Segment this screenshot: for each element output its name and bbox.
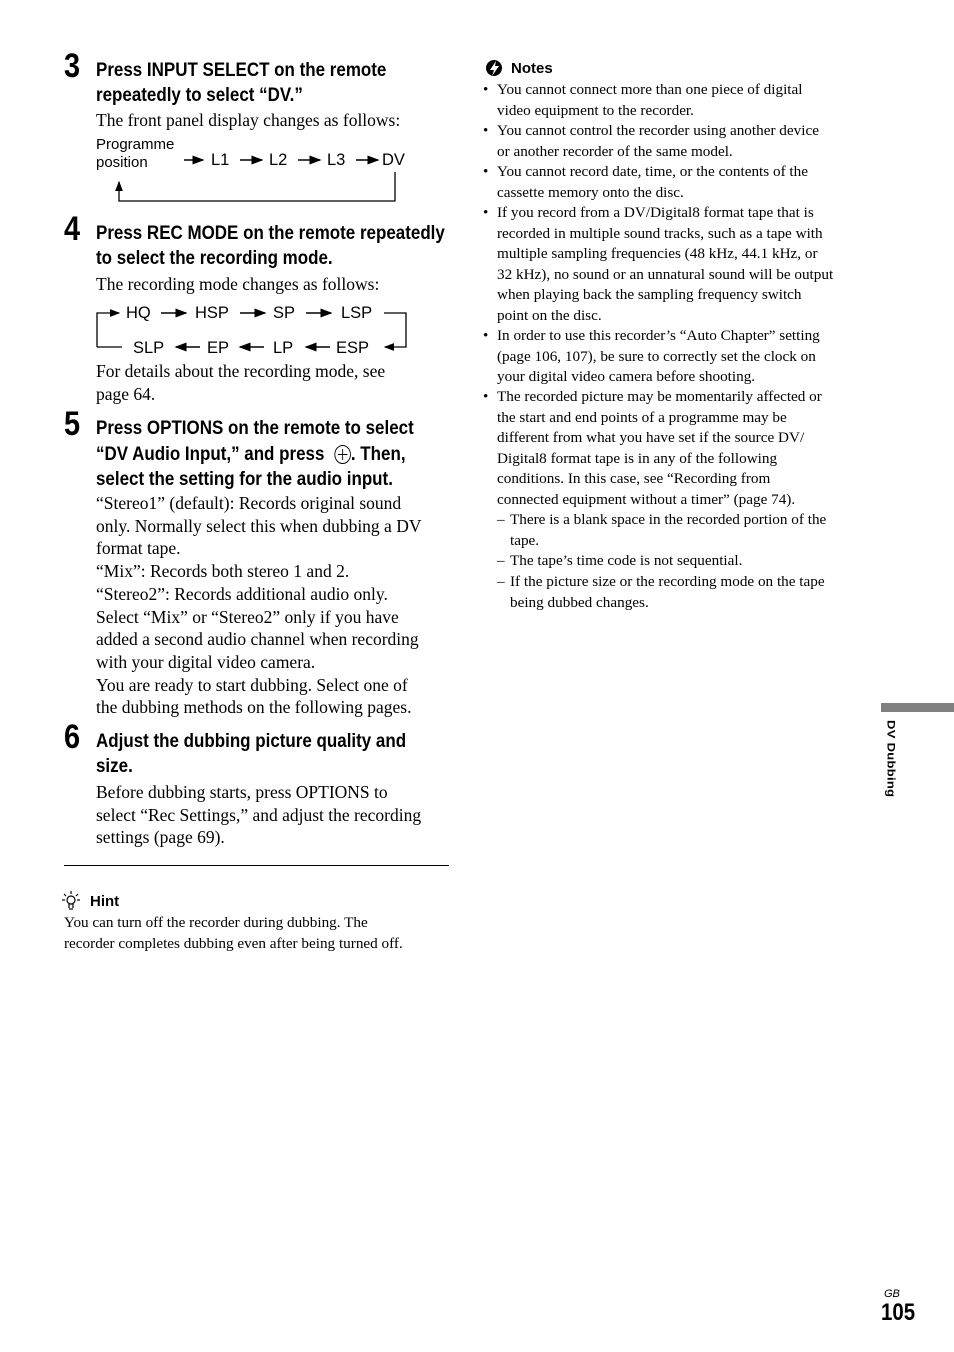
side-tab-label: DV Dubbing: [885, 720, 898, 798]
note-line: You cannot connect more than one piece of digital: [497, 81, 803, 98]
note-line: You cannot control the recorder using another device: [497, 122, 819, 139]
step-title-line: Adjust the dubbing picture quality and: [96, 730, 407, 752]
body-line: added a second audio channel when recording: [96, 629, 419, 650]
step-title-text: . Then,: [350, 443, 406, 465]
note-subitem: [497, 572, 825, 613]
body-line: the dubbing methods on the following pages.: [96, 697, 412, 718]
step-number: 3: [64, 47, 81, 85]
note-line: If the picture size or the recording mode on the tape: [510, 573, 825, 590]
step-body: The recording mode changes as follows:: [96, 274, 380, 294]
note-item: [483, 162, 808, 203]
note-line: In order to use this recorder’s “Auto Chapter” setting: [497, 327, 820, 344]
body-line: Select “Mix” or “Stereo2” only if you have: [96, 606, 399, 627]
note-line: tape.: [510, 531, 540, 549]
step-title-line: Press REC MODE on the remote repeatedly: [96, 222, 445, 244]
mode-item: LSP: [341, 304, 373, 322]
body-line: page 64.: [96, 383, 156, 404]
note-line: conditions. In this case, see “Recording from: [497, 470, 771, 487]
note-item: [483, 80, 803, 121]
mode-item: HSP: [195, 304, 229, 322]
body-line: You are ready to start dubbing. Select one of: [96, 674, 408, 695]
note-line: or another recorder of the same model.: [497, 142, 733, 160]
bullet-icon: •: [483, 81, 489, 98]
notes-heading: Notes: [511, 60, 553, 77]
note-item: [483, 387, 822, 510]
mode-item: EP: [207, 339, 230, 357]
body-line: select “Rec Settings,” and adjust the recording: [96, 804, 422, 825]
body-line: settings (page 69).: [96, 827, 225, 848]
note-line: multiple sampling frequencies (48 kHz, 44.1 kHz, or: [497, 245, 818, 262]
note-line: cassette memory onto the disc.: [497, 183, 684, 201]
step-number: 4: [64, 210, 81, 248]
body-line: Before dubbing starts, press OPTIONS to: [96, 782, 388, 802]
step-title-line: Press OPTIONS on the remote to select: [96, 417, 414, 439]
bullet-icon: •: [483, 388, 489, 405]
body-line: format tape.: [96, 538, 181, 559]
flow-item: L2: [269, 151, 288, 169]
note-line: You cannot record date, time, or the contents of the: [497, 163, 808, 180]
step-body: The front panel display changes as follows:: [96, 110, 401, 130]
note-item: [483, 203, 834, 326]
step-title-line: to select the recording mode.: [96, 247, 333, 269]
mode-item: HQ: [126, 304, 151, 322]
side-tab-bar: [881, 703, 954, 712]
flow-item: L1: [211, 151, 230, 169]
hint-heading: Hint: [90, 893, 120, 910]
note-line: your digital video camera before shooting.: [497, 368, 756, 385]
note-line: different from what you have set if the source DV/: [497, 429, 805, 446]
mode-item: ESP: [336, 339, 370, 357]
mode-item: LP: [273, 339, 294, 357]
flow-item: L3: [327, 151, 346, 169]
hint-line: You can turn off the recorder during dubbing. The: [64, 914, 368, 931]
step-title-line: select the setting for the audio input.: [96, 468, 393, 490]
note-line: recorded in multiple sound tracks, such as a tape with: [497, 224, 823, 242]
body-line: “Stereo2”: Records additional audio only.: [96, 583, 388, 604]
note-line: (page 106, 107), be sure to correctly set the clock on: [497, 347, 816, 365]
bullet-icon: •: [483, 204, 489, 221]
bullet-icon: •: [483, 122, 489, 139]
note-line: 32 kHz), no sound or an unnatural sound will be output: [497, 265, 834, 283]
note-line: being dubbed changes.: [510, 593, 649, 611]
body-line: “Stereo1” (default): Records original sound: [96, 493, 402, 513]
note-line: point on the disc.: [497, 306, 602, 324]
dash-icon: –: [497, 573, 505, 590]
page-number: 105: [881, 1299, 916, 1326]
body-line: For details about the recording mode, see: [96, 361, 386, 381]
note-line: when playing back the sampling frequency switch: [497, 286, 802, 303]
mode-item: SLP: [133, 339, 165, 357]
step-number: 6: [64, 718, 81, 756]
note-item: [483, 121, 819, 162]
note-line: The recorded picture may be momentarily affected or: [497, 388, 822, 405]
note-line: the start and end points of a programme may be: [497, 408, 787, 426]
note-line: The tape’s time code is not sequential.: [510, 552, 743, 569]
body-line: only. Normally select this when dubbing a DV: [96, 515, 422, 536]
dash-icon: –: [497, 511, 505, 528]
note-item: [483, 326, 820, 388]
step-number: 5: [64, 405, 81, 443]
flow-label-line: position: [96, 154, 148, 171]
body-line: with your digital video camera.: [96, 651, 316, 672]
note-line: Digital8 format tape is in any of the following: [497, 449, 778, 467]
bullet-icon: •: [483, 327, 489, 344]
step-title-line: size.: [96, 755, 133, 777]
dash-icon: –: [497, 552, 505, 569]
note-line: If you record from a DV/Digital8 format tape that is: [497, 204, 814, 221]
flow-item: DV: [382, 151, 405, 169]
step-title-line: Press INPUT SELECT on the remote: [96, 59, 387, 81]
note-subitem: [497, 551, 743, 572]
page-lang: GB: [884, 1288, 900, 1300]
note-line: video equipment to the recorder.: [497, 101, 694, 119]
flow-label-line: Programme: [96, 136, 175, 153]
hint-line: recorder completes dubbing even after being turned off.: [64, 935, 403, 952]
note-line: There is a blank space in the recorded portion of the: [510, 511, 827, 528]
step-title-line: repeatedly to select “DV.”: [96, 84, 303, 106]
bullet-icon: •: [483, 163, 489, 180]
note-subitem: [497, 510, 827, 551]
note-line: connected equipment without a timer” (page 74).: [497, 490, 796, 508]
mode-item: SP: [273, 304, 296, 322]
body-line: “Mix”: Records both stereo 1 and 2.: [96, 561, 350, 582]
step-title-text: “DV Audio Input,” and press: [96, 443, 325, 465]
